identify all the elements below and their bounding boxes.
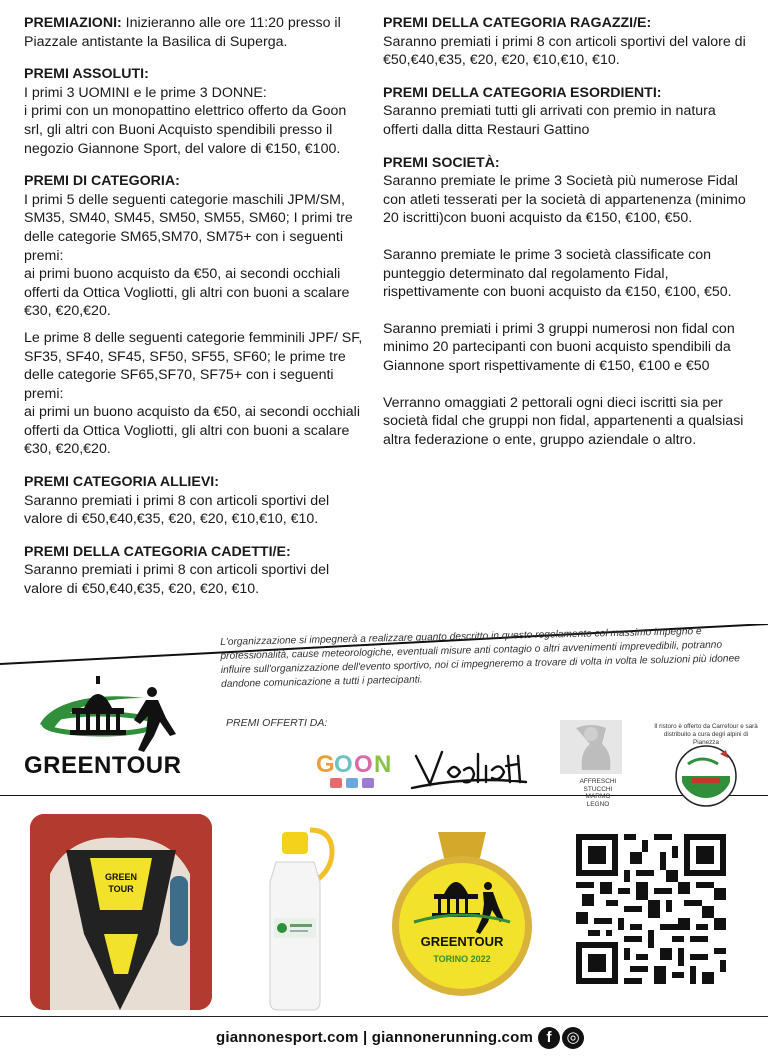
premi-societa-text-4: Verranno omaggiati 2 pettorali ogni dieci iscritti sia per società fidal che gruppi non fidal, appartenenti a qualsiasi altra federazione o ente, gruppo aziendale o altro. — [383, 394, 744, 448]
premi-societa-text-3: Saranno premiati i primi 3 gruppi numerosi non fidal con minimo 20 partecipanti con buoni acquisto spendibili da Giannone sport rispettivamente di €150, €100 e €50 — [383, 320, 735, 374]
greentour-logo-text — [24, 752, 181, 780]
svg-text:N: N — [374, 751, 392, 778]
premi-cadetti-text: Saranno premiati i primi 8 con articoli sportivi del valore di €50,€40,€35, €20, €20, €10. — [24, 562, 330, 598]
footer-links[interactable]: giannonesport.com | giannonerunning.com — [216, 1029, 533, 1046]
section-premi-categoria — [24, 172, 364, 459]
premi-esordienti-text: Saranno premiati tutti gli arrivati con premio in natura offerti dalla ditta Restauri Gattino — [383, 103, 716, 138]
affreschi-text: AFFRESCHI STUCCHI MARMO LEGNO — [579, 778, 617, 808]
water-bottle-image — [254, 822, 342, 1012]
premi-esordienti-title: PREMI DELLA CATEGORIA ESORDIENTI: — [383, 84, 662, 101]
section-premi-societa — [383, 154, 751, 450]
alpini-sponsor-logo — [674, 744, 738, 808]
premi-offerti-label: PREMI OFFERTI DA: — [226, 717, 328, 729]
goon-sponsor-logo — [312, 746, 396, 794]
section-premi-ragazzi — [383, 14, 751, 70]
section-premi-assoluti — [24, 65, 364, 158]
premi-categoria-text-femminili: Le prime 8 delle seguenti categorie femminili JPF/ SF, SF35, SF40, SF45, SF50, SF55, SF60; le prime tre delle categorie SF65,SF70, SF75+ con i seguenti premi: ai primi un buono acquisto da €50, ai secondi occhiali offerti da Ottica Vogliotti, gli altri con buoni a scalare €30, €20,€20. — [24, 329, 363, 458]
section-premiazioni — [24, 14, 364, 51]
svg-text:O: O — [334, 751, 353, 778]
premi-allievi-text: Saranno premiati i primi 8 con articoli sportivi del valore di €50,€40,€35, €20, €20, €10,€10, €10. — [24, 492, 330, 528]
svg-text:O: O — [354, 751, 373, 778]
premi-societa-title: PREMI SOCIETÀ: — [383, 154, 500, 171]
logo-green: GREEN — [24, 752, 112, 779]
instagram-icon[interactable]: ◎ — [562, 1027, 584, 1049]
facebook-icon[interactable]: f — [538, 1027, 560, 1049]
alpini-note-text: Il ristoro è offerto da Carrefour e sarà distribuito a cura degli alpini di Pianezza — [654, 723, 758, 746]
section-premi-cadetti — [24, 543, 364, 599]
svg-text:G: G — [316, 751, 335, 778]
vogliotti-sponsor-logo — [408, 742, 532, 798]
premi-societa-text-2: Saranno premiate le prime 3 società classificate con punteggio determinato dal regolamento Fidal, rispettivamente con buoni acquisto da €150, €100, €50. — [383, 246, 732, 301]
right-column — [383, 14, 751, 463]
premi-assoluti-title: PREMI ASSOLUTI: — [24, 66, 149, 83]
premi-ragazzi-title: PREMI DELLA CATEGORIA RAGAZZI/E: — [383, 15, 652, 31]
premi-allievi-title: PREMI CATEGORIA ALLIEVI: — [24, 474, 219, 491]
qr-code[interactable] — [576, 834, 726, 984]
svg-text:TOUR: TOUR — [108, 884, 134, 894]
premiazioni-title: PREMIAZIONI: — [24, 15, 122, 31]
backpack-photo — [30, 814, 212, 1010]
premi-societa-text-1: Saranno premiate le prime 3 Società più numerose Fidal con atleti tesserati per la società di appartenenza (minimo 20 iscritti)con buoni acquisto da €150, €100, €50. — [383, 173, 746, 227]
section-premi-allievi — [24, 473, 364, 529]
svg-text:GREEN: GREEN — [104, 872, 138, 882]
logo-tour: TOUR — [111, 752, 182, 779]
svg-text:TORINO 2022: TORINO 2022 — [433, 954, 491, 964]
section-premi-esordienti — [383, 84, 751, 140]
greentour-logo-graphic — [34, 672, 194, 754]
medal-image — [384, 830, 540, 998]
premi-categoria-title: PREMI DI CATEGORIA: — [24, 173, 180, 190]
restauri-sponsor-logo — [558, 718, 624, 776]
premi-categoria-text-maschili: I primi 5 delle seguenti categorie maschili JPM/SM, SM35, SM40, SM45, SM50, SM55, SM60; I primi tre delle categorie SM65,SM70, SM75+ con i seguenti premi: ai primi buono acquisto da €50, ai secondi occhiali offerti da Ottica Vogliotti, gli altri con buoni a scalare €30, €20,€20. — [24, 191, 353, 320]
premi-cadetti-title: PREMI DELLA CATEGORIA CADETTI/E: — [24, 543, 291, 560]
disclaimer-text: L'organizzazione si impegnerà a realizzare quanto descritto in questo regolamento col massimo impegno e professionalità, cause meteorologiche, eventuali misure anti contagio o altri avvenimenti imprevedibili, potranno influire sull'organizzazione dell'evento sportivo, noi ci impegneremo a trovare di volta in volta le soluzioni più idonee dandone comunicazione a tutti i partecipanti. — [220, 626, 740, 690]
left-column — [24, 14, 364, 613]
premi-ragazzi-text: Saranno premiati i primi 8 con articoli sportivi del valore di €50,€40,€35, €20, €20, €10,€10, €10. — [383, 33, 746, 69]
premiazioni-text: Inizieranno alle ore 11:20 presso il Piazzale antistante la Basilica di Superga. — [24, 15, 341, 50]
svg-text:GREENTOUR: GREENTOUR — [420, 934, 504, 949]
premi-assoluti-text: I primi 3 UOMINI e le prime 3 DONNE: i primi con un monopattino elettrico offerto da Goon srl, gli altri con Buoni Acquisto spendibili presso il negozio Giannone Sport, del valore di €150, €100. — [24, 84, 347, 157]
